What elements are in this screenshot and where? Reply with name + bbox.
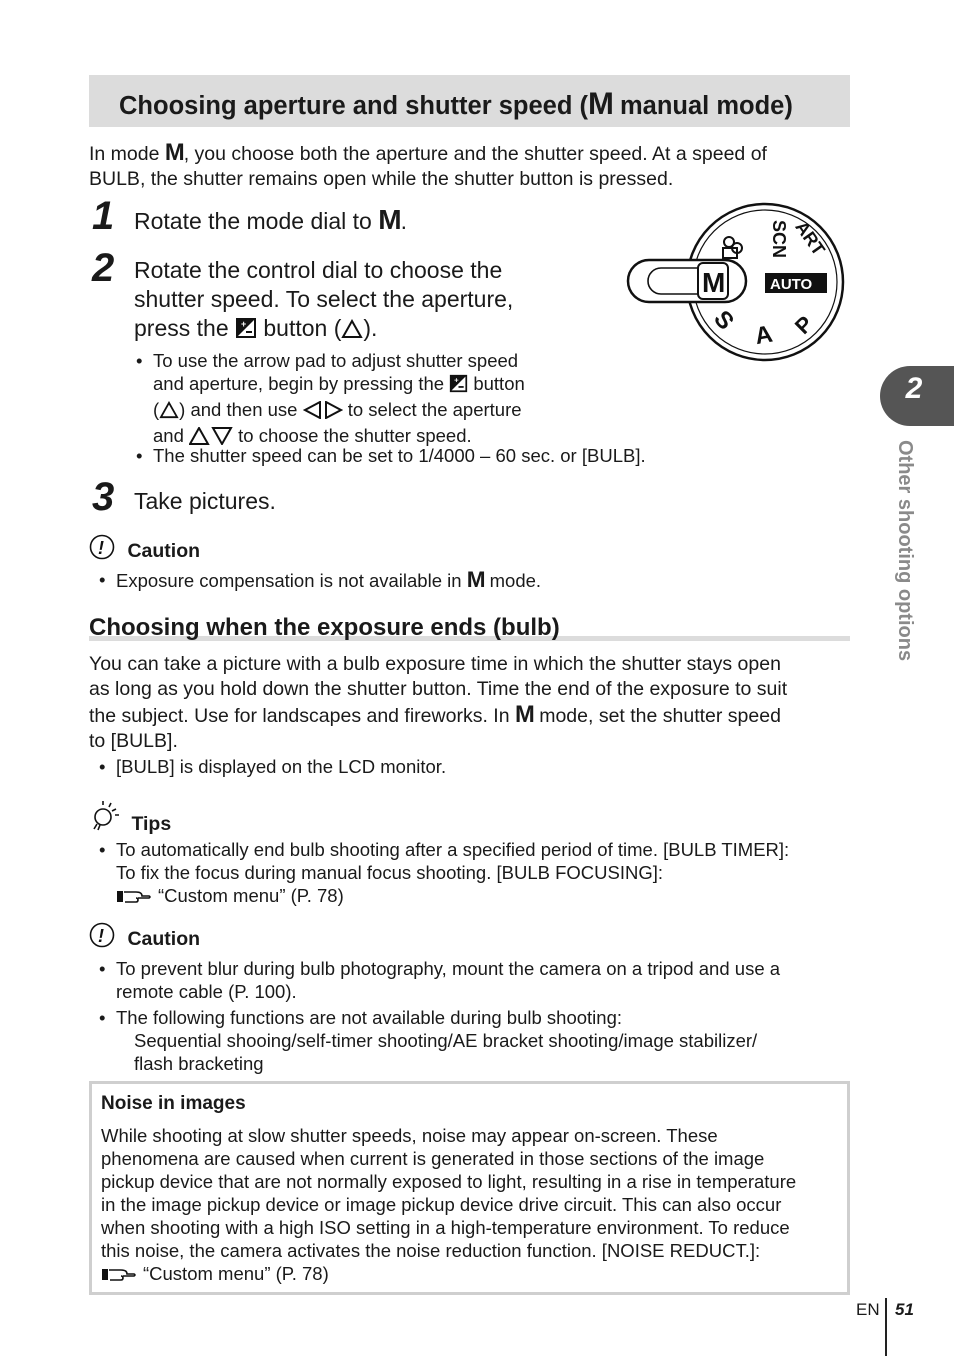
caution-icon (89, 534, 115, 565)
tips-heading: Tips (89, 799, 171, 836)
up-arrow-icon (341, 317, 363, 346)
svg-text:!: ! (98, 538, 104, 558)
step-2-text: Rotate the control dial to choose the shutter speed. To select the aperture, press the + button ( ). (134, 256, 513, 346)
mode-dial-illustration (620, 200, 850, 365)
caution-2-item-2: • The following functions are not available during bulb shooting: Sequential shooing/self-timer shooting/AE bracket shooting/image stabilizer/ flash bracketing (99, 1007, 758, 1074)
exposure-compensation-icon (235, 317, 257, 346)
dial-label-p: P (789, 310, 818, 339)
chapter-number: 2 (905, 372, 923, 405)
svg-text:!: ! (98, 926, 104, 946)
section-2-title: Choosing when the exposure ends (bulb) (89, 614, 560, 641)
bulb-paragraph: You can take a picture with a bulb exposure time in which the shutter stays open as long as you hold down the shutter button. Time the end of the exposure to suit the subject. Use for landscapes and fireworks. In M mode, set the shutter speed to [BULB]. (89, 653, 788, 752)
exposure-compensation-icon (449, 374, 468, 398)
bulb-bullet: • [BULB] is displayed on the LCD monitor. (99, 756, 447, 777)
page-number: 51 (895, 1300, 914, 1319)
noise-box-text: While shooting at slow shutter speeds, noise may appear on-screen. These phenomena are caused when current is generated in those sections of the image pickup device that are not normally exposed to light, resulting in a rise in temperature in the image pickup device or image pickup device drive circuit. This can also occur when shooting with a high ISO setting in a high-temperature environment. To reduce this noise, the camera activates the noise reduction function. [NOISE REDUCT.]: “Custom menu” (P. 78) (101, 1124, 796, 1288)
dial-label-art: ART (791, 217, 829, 260)
caution-icon (89, 922, 115, 953)
caution-2-heading: ! Caution (89, 922, 200, 953)
step-1-number: 1 (92, 194, 115, 238)
svg-text:+: + (241, 319, 247, 329)
tips-item: • To automatically end bulb shooting after a specified period of time. [BULB TIMER]: To fix the focus during manual focus shooting. [BULB FOCUSING]: “Custom menu” (P. 78) (116, 838, 789, 910)
caution-2-item-1: • To prevent blur during bulb photography, mount the camera on a tripod and use a remote cable (P. 100). (99, 958, 781, 1002)
footer-divider (885, 1298, 887, 1356)
tips-lightbulb-icon (89, 799, 123, 836)
footer-language: EN (856, 1300, 880, 1319)
left-right-arrows-icon (303, 401, 343, 424)
dial-label-s: S (708, 305, 740, 336)
section-title: Choosing aperture and shutter speed (M manual mode) (119, 86, 793, 121)
noise-info-box (89, 1081, 850, 1295)
dial-label-a: A (752, 320, 775, 351)
up-arrow-icon (159, 401, 179, 424)
step-1-text: Rotate the mode dial to M. (134, 204, 407, 235)
dial-label-auto: AUTO (770, 276, 813, 293)
step-3-number: 3 (92, 475, 115, 519)
step-2-bullet-1: • To use the arrow pad to adjust shutter speed and aperture, begin by pressing the + button ( ) and then use to select the aperture and to choose the shutter speed. (153, 349, 525, 450)
caution-1-item: • Exposure compensation is not available in M mode. (99, 567, 542, 592)
intro-paragraph: In mode M, you choose both the aperture and the shutter speed. At a speed of BULB, the shutter remains open while the shutter button is pressed. (89, 139, 767, 190)
dial-label-m: M (702, 267, 726, 298)
step-2-bullet-2: • The shutter speed can be set to 1/4000 – 60 sec. or [BULB]. (136, 445, 646, 466)
noise-box-title: Noise in images (101, 1093, 246, 1114)
svg-text:+: + (454, 375, 459, 385)
step-2-number: 2 (92, 246, 115, 290)
reference-hand-icon (101, 1265, 137, 1288)
caution-1-heading: ! Caution (89, 534, 200, 565)
dial-label-scn: SCN (769, 220, 789, 259)
step-3-text: Take pictures. (134, 488, 276, 514)
chapter-label-vertical: Other shooting options (894, 440, 916, 662)
reference-hand-icon (116, 887, 152, 910)
